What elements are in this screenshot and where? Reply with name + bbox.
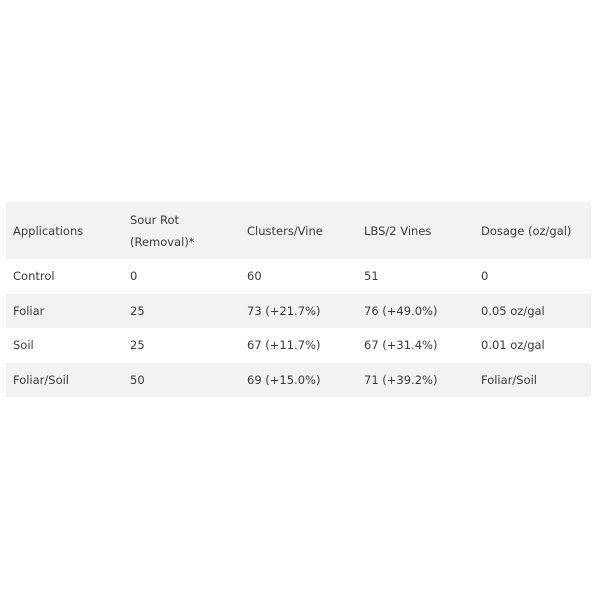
cell-sour-rot: 25 (130, 338, 145, 353)
header-clusters-per-vine: Clusters/Vine (247, 223, 323, 238)
header-dosage: Dosage (oz/gal) (481, 223, 572, 238)
cell-clusters: 67 (+11.7%) (247, 338, 321, 353)
cell-sour-rot: 50 (130, 372, 145, 387)
header-sour-rot: Sour Rot (Removal)* (130, 212, 195, 249)
cell-application: Control (13, 269, 55, 284)
cell-dosage: 0.05 oz/gal (481, 303, 545, 318)
cell-sour-rot: 25 (130, 303, 145, 318)
cell-lbs: 76 (+49.0%) (364, 303, 438, 318)
cell-sour-rot: 0 (130, 269, 138, 284)
cell-clusters: 60 (247, 269, 262, 284)
cell-application: Foliar (13, 303, 45, 318)
cell-lbs: 51 (364, 269, 379, 284)
cell-lbs: 67 (+31.4%) (364, 338, 438, 353)
table-row (6, 259, 591, 294)
results-table-container (6, 202, 591, 397)
header-lbs-per-2-vines: LBS/2 Vines (364, 223, 432, 238)
cell-application: Soil (13, 338, 34, 353)
table-body (6, 259, 591, 397)
cell-clusters: 69 (+15.0%) (247, 372, 321, 387)
table-row (6, 328, 591, 363)
cell-dosage: 0 (481, 269, 489, 284)
table-header (6, 202, 591, 259)
table-row (6, 294, 591, 329)
cell-dosage: Foliar/Soil (481, 372, 538, 387)
results-table (6, 202, 591, 397)
cell-application: Foliar/Soil (13, 372, 70, 387)
cell-clusters: 73 (+21.7%) (247, 303, 321, 318)
header-row (6, 202, 591, 259)
header-applications: Applications (13, 223, 84, 238)
cell-dosage: 0.01 oz/gal (481, 338, 545, 353)
table-row (6, 363, 591, 398)
cell-lbs: 71 (+39.2%) (364, 372, 438, 387)
